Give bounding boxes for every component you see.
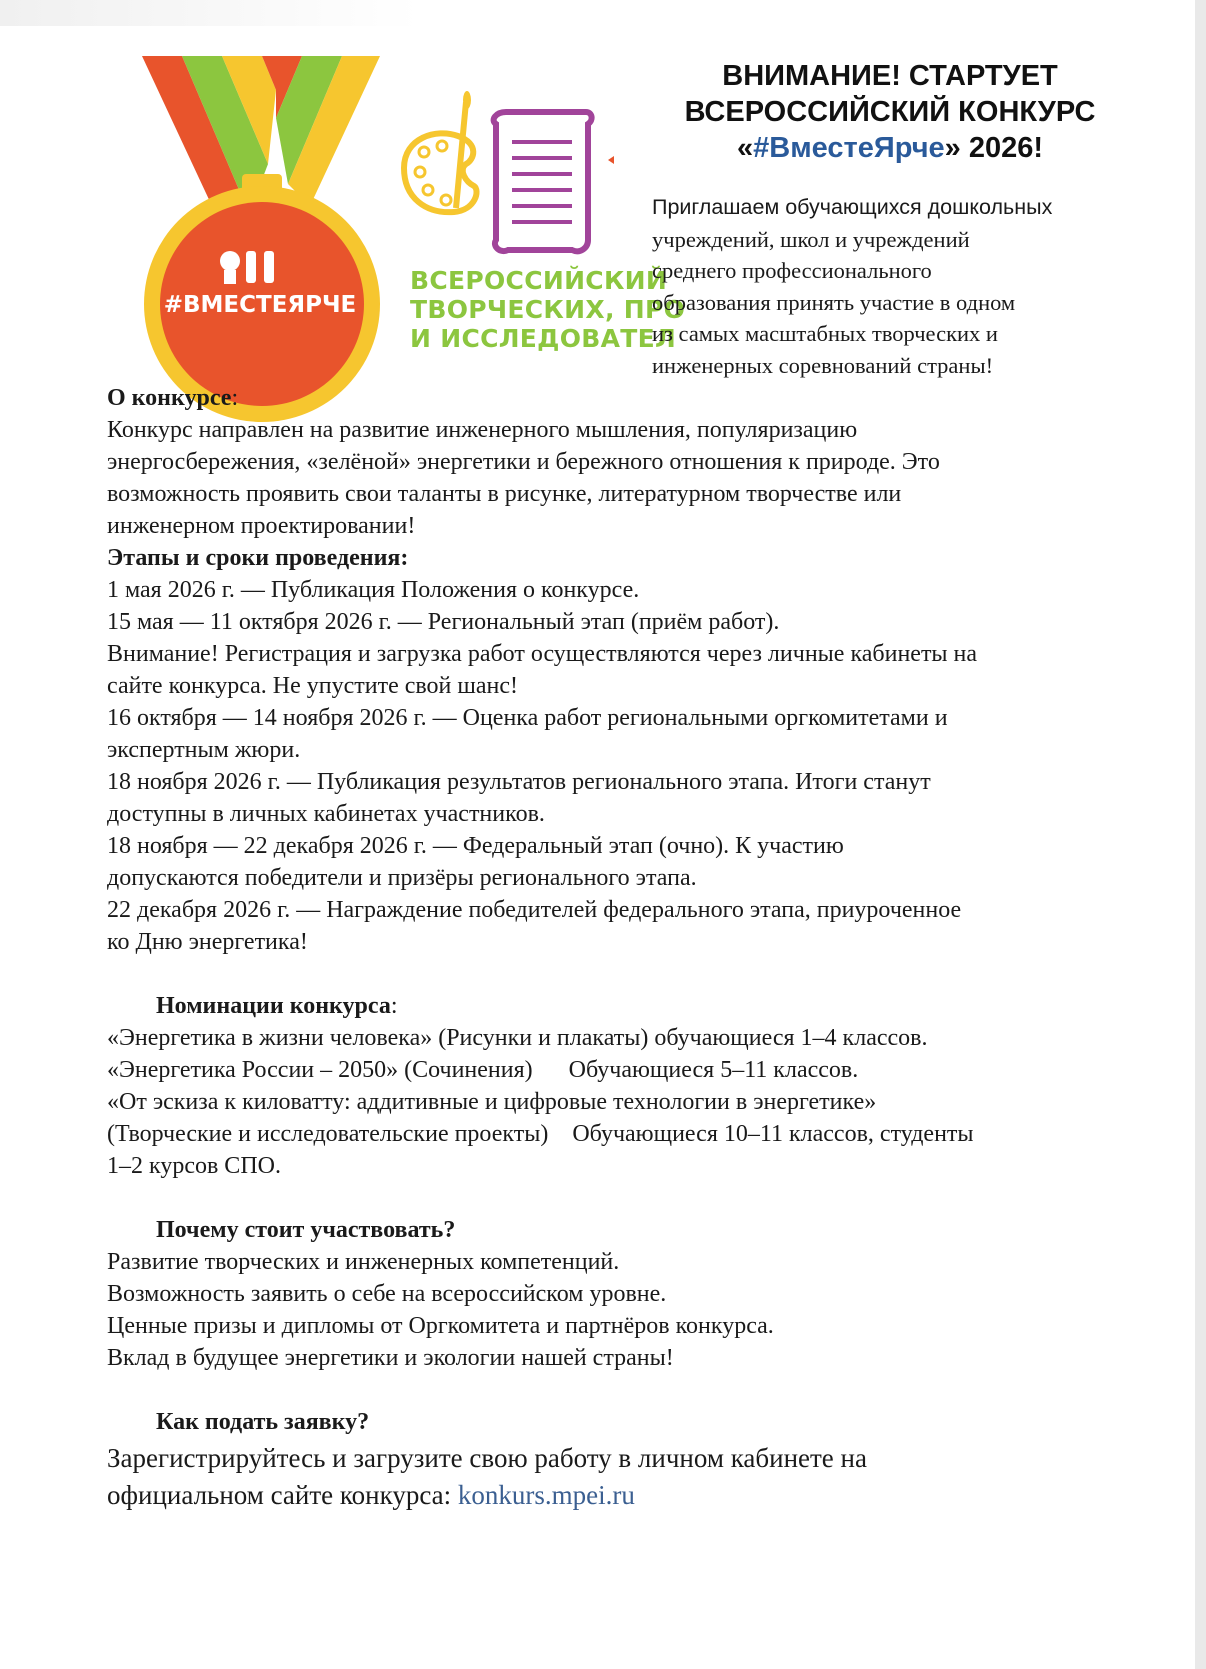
- nomination-line: 1–2 курсов СПО.: [107, 1153, 281, 1179]
- top-edge-shadow: [0, 0, 420, 26]
- nomination-line: (Творческие и исследовательские проекты) Обучающиеся 10–11 классов, студенты: [107, 1121, 974, 1147]
- title-quote: «: [736, 132, 754, 164]
- why-heading: Почему стоит участвовать?: [156, 1217, 456, 1243]
- stage-line: допускаются победители и призёры регионального этапа.: [107, 865, 697, 891]
- nomination-line: «От эскиза к киловатту: аддитивные и цифровые технологии в энергетике»: [107, 1089, 877, 1115]
- why-line: Ценные призы и дипломы от Оргкомитета и партнёров конкурса.: [107, 1313, 774, 1339]
- apply-heading: Как подать заявку?: [156, 1409, 370, 1435]
- about-line: возможность проявить свои таланты в рисунке, литературном творчестве или: [107, 481, 902, 507]
- intro-line: образования принять участие в одном: [652, 289, 1016, 315]
- stage-line: 1 мая 2026 г. — Публикация Положения о конкурсе.: [107, 577, 640, 603]
- apply-text: [107, 1440, 1137, 1514]
- stage-line: 18 ноября — 22 декабря 2026 г. — Федеральный этап (очно). К участию: [107, 833, 844, 859]
- contest-logo-text: [410, 266, 686, 353]
- about-heading: [107, 382, 1137, 414]
- apply-line-text: официальном сайте конкурса:: [107, 1480, 458, 1510]
- about-line: Конкурс направлен на развитие инженерного мышления, популяризацию: [107, 417, 858, 443]
- intro-line: учреждений, школ и учреждений: [652, 226, 970, 252]
- stage-line: 22 декабря 2026 г. — Награждение победителей федерального этапа, приуроченное: [107, 897, 962, 923]
- intro-line: из самых масштабных творческих и: [652, 321, 998, 346]
- nominations-heading-text: Номинации конкурса: [156, 993, 391, 1019]
- medal-logo: [142, 56, 380, 354]
- title-year: » 2026!: [944, 132, 1044, 164]
- intro-paragraph: [652, 192, 1152, 381]
- about-line: энергосбережения, «зелёной» энергетики и бережного отношения к природе. Это: [107, 449, 940, 475]
- stage-line: Внимание! Регистрация и загрузка работ осуществляются через личные кабинеты на: [107, 641, 978, 667]
- why-line: Развитие творческих и инженерных компетенций.: [107, 1249, 620, 1275]
- contest-site-link[interactable]: konkurs.mpei.ru: [457, 1480, 635, 1510]
- nominations-heading-colon: :: [390, 993, 398, 1019]
- stage-line: ко Дню энергетика!: [107, 929, 308, 955]
- stage-line: сайте конкурса. Не упустите свой шанс!: [107, 673, 519, 699]
- medal-hashtag-text: #ВМЕСТЕЯРЧЕ: [163, 292, 357, 318]
- contest-logo: [396, 90, 686, 354]
- stage-line: 16 октября — 14 ноября 2026 г. — Оценка работ региональными оргкомитетами и: [107, 705, 948, 731]
- why-line: Вклад в будущее энергетики и экологии нашей страны!: [107, 1345, 674, 1371]
- page-title: [620, 58, 1160, 166]
- spacer: [107, 1182, 1137, 1214]
- title-line: [620, 130, 1160, 166]
- spacer: [107, 1374, 1137, 1406]
- intro-line: Приглашаем обучающихся дошкольных: [652, 195, 1053, 219]
- contest-logo-line: ТВОРЧЕСКИХ, ПРО: [410, 295, 686, 324]
- nomination-line: «Энергетика в жизни человека» (Рисунки и плакаты) обучающиеся 1–4 классов.: [107, 1025, 928, 1051]
- stages-heading: Этапы и сроки проведения:: [107, 545, 409, 571]
- apply-line: [107, 1477, 1137, 1514]
- intro-line: инженерных соревнований страны!: [652, 352, 994, 378]
- about-heading-text: О конкурсе: [107, 385, 232, 411]
- stage-line: доступны в личных кабинетах участников.: [107, 801, 545, 827]
- nominations-heading: [107, 990, 1137, 1022]
- title-line: ВНИМАНИЕ! СТАРТУЕТ: [722, 60, 1058, 92]
- title-hashtag: #ВместеЯрче: [753, 132, 945, 164]
- stage-line: 18 ноября 2026 г. — Публикация результатов регионального этапа. Итоги станут: [107, 769, 931, 795]
- about-line: инженерном проектировании!: [107, 513, 416, 539]
- palette-scroll-icon: [396, 90, 636, 266]
- intro-line: среднего профессионального: [652, 258, 932, 283]
- about-heading-colon: :: [231, 385, 239, 411]
- nomination-line: «Энергетика России – 2050» (Сочинения) Обучающиеся 5–11 классов.: [107, 1057, 859, 1083]
- stage-line: 15 мая — 11 октября 2026 г. — Региональный этап (приём работ).: [107, 609, 780, 635]
- stage-line: экспертным жюри.: [107, 737, 301, 763]
- spacer: [107, 958, 1137, 990]
- why-line: Возможность заявить о себе на всероссийском уровне.: [107, 1281, 667, 1307]
- document-body: [107, 382, 1137, 1514]
- apply-line: Зарегистрируйтесь и загрузите свою работу в личном кабинете на: [107, 1443, 867, 1473]
- contest-logo-line: И ИССЛЕДОВАТЕЛ: [410, 324, 677, 353]
- contest-logo-line: ВСЕРОССИЙСКИЙ: [410, 266, 668, 295]
- title-line: ВСЕРОССИЙСКИЙ КОНКУРС: [684, 96, 1096, 128]
